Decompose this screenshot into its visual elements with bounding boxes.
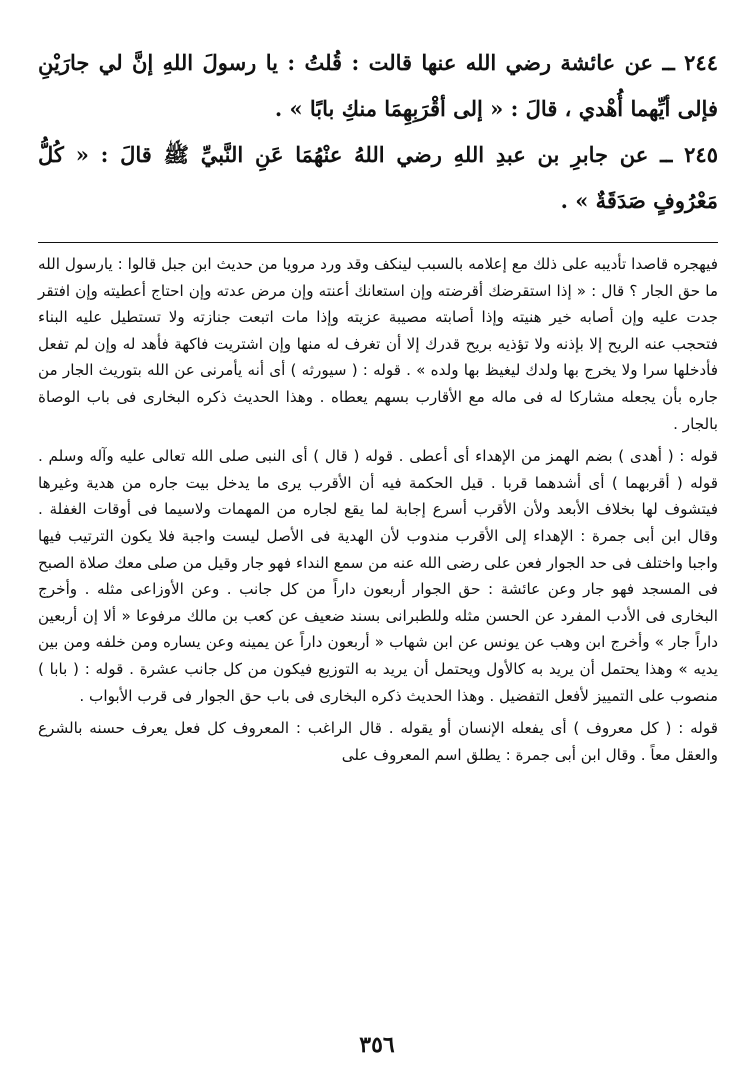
hadith-number: ٢٤٥	[684, 142, 718, 167]
hadith-text: ــ عن جابرِ بن عبدِ اللهِ رضي اللهُ عنْهُمَا عَنِ النَّبيِّ ﷺ قالَ : « كُلُّ مَعْرُوفٍ صَدَقَةٌ » .	[38, 142, 718, 213]
hadith-text: ــ عن عائشة رضي الله عنها قالت : قُلتُ : يا رسولَ اللهِ إنَّ لي جارَيْنِ فإلى أيِّهما أُهْدي ، قالَ : « إلى أقْرَبِهِمَا منكِ بابًا » .	[38, 50, 718, 121]
hadith-245	[38, 132, 718, 224]
commentary-paragraph-2: قوله : ( أهدى ) بضم الهمز من الإهداء أى أعطى . قوله ( قال ) أى النبى صلى الله تعالى عليه وآله وسلم . قوله ( أقربهما ) أى أشدهما قربا . قيل الحكمة فيه أن الأقرب يرى ما يدخل بيت جاره من هدية وغيرها فيتشوف لها بخلاف الأبعد ولأن الأقرب أسرع إجابة لما يقع لجاره من المهمات ولاسيما فى أوقات الغفلة . وقال ابن أبى جمرة : الإهداء إلى الأقرب مندوب لأن الهدية فى الأصل ليست واجبة فلا يكون الترتيب فيها واجبا واختلف فى حد الجوار فعن على رضى الله عنه من سمع النداء فهو جار وقيل من صلى معك صلاة الصبح فى المسجد فهو جار وعن عائشة : حق الجوار أربعون داراً من كل جانب . وعن الأوزاعى مثله . وأخرج البخارى فى الأدب المفرد عن الحسن مثله وللطبرانى بسند ضعيف عن كعب بن مالك مرفوعا « ألا إن أربعين داراً جار » وأخرج ابن وهب عن يونس عن ابن شهاب « أربعون داراً عن يمينه وعن يساره ومن خلفه ومن بين يديه » وهذا يحتمل أن يريد به كالأول ويحتمل أن يريد به التوزيع فيكون من كل جانب عشرة . قوله : ( بابا ) منصوب على التمييز لأفعل التفضيل . وهذا الحديث ذكره البخارى فى باب حق الجوار فى قرب الأبواب .	[38, 447, 718, 705]
commentary-paragraph-3: قوله : ( كل معروف ) أى يفعله الإنسان أو يقوله . قال الراغب : المعروف كل فعل يعرف حسنه بالشرع والعقل معاً . وقال ابن أبى جمرة : يطلق اسم المعروف على	[38, 719, 718, 764]
hadith-244	[38, 40, 718, 132]
commentary-paragraph-1: فيهجره قاصدا تأديبه على ذلك مع إعلامه بالسبب لينكف وقد ورد مرويا من حديث ابن جبل قالوا : يارسول الله ما حق الجار ؟ قال : « إذا استقرضك أقرضته وإن استعانك أعنته وإن مرض عدته وإن احتاج أعطيته وإن افتقر جدت عليه وإن أصابه خير هنيته وإذا أصابته مصيبة عزيته وإذا مات اتبعت جنازته ولا تستطيل عليه البناء فتحجب عنه الريح إلا بإذنه ولا تؤذيه بريح قدرك إلا أن تغرف له منها وإن اشتريت فاكهة فأهد له وإن لم تفعل فأدخلها سرا ولا يخرج بها ولدك ليغيظ بها ولده » . قوله : ( سيورثه ) أى أنه يأمرنى عن الله بتوريث الجار من جاره بأن يجعله مشاركا له فى ماله مع الأقارب بسهم يعطاه . وهذا الحديث ذكره البخارى فى باب الوصاة بالجار .	[38, 255, 718, 433]
hadith-number: ٢٤٤	[684, 50, 718, 75]
page-number: ٣٥٦	[359, 1032, 395, 1058]
footnote-divider	[38, 242, 718, 243]
page-content	[38, 40, 718, 768]
